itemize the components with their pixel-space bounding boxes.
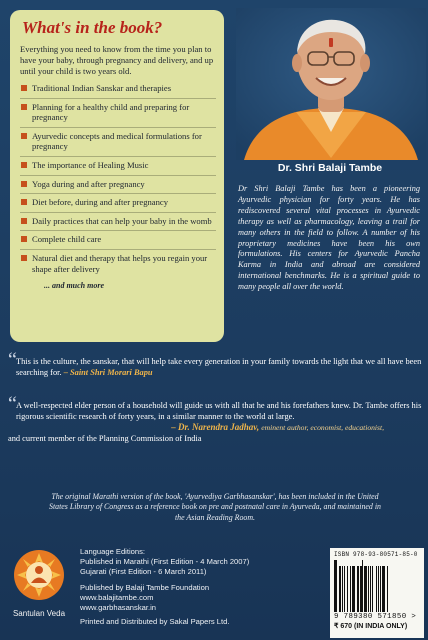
author-photo — [236, 8, 426, 160]
square-bullet-icon — [21, 133, 27, 139]
publisher-logo — [12, 548, 66, 618]
whats-in-book-panel — [10, 10, 224, 342]
list-item: Complete child care — [20, 234, 216, 250]
marathi-edition: Published in Marathi (First Edition - 4 March 2007) — [80, 557, 250, 566]
quote-attribution: – Dr. Narendra Jadhav, eminent author, economist, educationist, — [171, 422, 384, 432]
quote-attribution: – Saint Shri Morari Bapu — [63, 368, 153, 377]
square-bullet-icon — [21, 104, 27, 110]
square-bullet-icon — [21, 255, 27, 261]
author-name: Dr. Shri Balaji Tambe — [277, 162, 383, 174]
author-portrait-icon — [236, 8, 426, 160]
library-of-congress-note: The original Marathi version of the book, 'Ayurvediya Garbhasanskar', has been included in the United States Library of Congress as a reference book on pre and postnatal care in Ayurveda, and maintained in the Asian Reading Room. — [49, 492, 381, 522]
list-item: Ayurvedic concepts and medical formulations for pregnancy — [20, 131, 216, 157]
publisher-line: Published by Balaji Tambe Foundation — [80, 583, 210, 592]
editions-heading: Language Editions: — [80, 547, 146, 556]
list-item: Natural diet and therapy that helps you regain your shape after delivery — [20, 253, 216, 278]
isbn-text: ISBN 978-93-80571-85-0 — [334, 551, 418, 558]
quote-mark-icon: “ — [8, 349, 17, 371]
list-item: Planning for a healthy child and preparing for pregnancy — [20, 102, 216, 128]
quote-text: A well-respected elder person of a household will guide us with all that he and his forefathers knew. Dr. Tambe offers his rigorous scientific research of forty years, in a similar manner to the world at large. — [16, 401, 422, 421]
quote-attribution-role: and current member of the Planning Commission of India — [8, 434, 202, 443]
quote-text: This is the culture, the sanskar, that will help take every generation in your family towards the light that we all have been searching for. – Saint Shri Morari Bapu — [16, 357, 422, 377]
quote-mark-icon: “ — [8, 393, 17, 415]
panel-title: What's in the book? — [22, 18, 163, 37]
editions-info — [80, 547, 280, 627]
square-bullet-icon — [21, 181, 27, 187]
website-link[interactable]: www.balajitambe.com — [80, 593, 154, 602]
list-item: Daily practices that can help your baby in the womb — [20, 216, 216, 232]
square-bullet-icon — [21, 218, 27, 224]
contents-list — [20, 83, 216, 278]
lotus-emblem-icon — [12, 548, 66, 602]
quote-block — [8, 349, 422, 378]
printer-line: Printed and Distributed by Sakal Papers Ltd. — [80, 617, 230, 626]
much-more-label: ... and much more — [44, 281, 105, 291]
square-bullet-icon — [21, 199, 27, 205]
square-bullet-icon — [21, 162, 27, 168]
barcode-box — [330, 548, 424, 638]
list-item: Yoga during and after pregnancy — [20, 179, 216, 195]
author-bio: Dr Shri Balaji Tambe has been a pioneering Ayurvedic physician for forty years. He has rediscovered several vital processes in Ayurvedic therapy as well as pharmacology, leaving a trail for many others in the field to follow. A number of his proprietary medicines have been his own formulations. His centers for Ayurvedic Pancha Karma in India and abroad are considered international benchmarks. He is a spiritual guide to many people all over the world. — [238, 184, 420, 292]
square-bullet-icon — [21, 236, 27, 242]
list-item: Traditional Indian Sanskar and therapies — [20, 83, 216, 99]
barcode-digits: 9 789380 571850 > — [334, 613, 417, 621]
list-item: Diet before, during and after pregnancy — [20, 197, 216, 213]
logo-name: Santulan Veda — [12, 609, 66, 618]
gujarati-edition: Gujarati (First Edition - 6 March 2011) — [80, 567, 207, 576]
panel-intro: Everything you need to know from the time you plan to have your baby, through pregnancy and delivery, and up until your child is two years old. — [20, 44, 214, 76]
price-label: ₹ 670 (IN INDIA ONLY) — [334, 623, 408, 630]
quote-block — [8, 393, 422, 444]
website-link[interactable]: www.garbhasanskar.in — [80, 603, 156, 612]
list-item: The importance of Healing Music — [20, 160, 216, 176]
barcode-bar — [388, 560, 390, 612]
barcode-bars-icon — [334, 560, 420, 612]
square-bullet-icon — [21, 85, 27, 91]
